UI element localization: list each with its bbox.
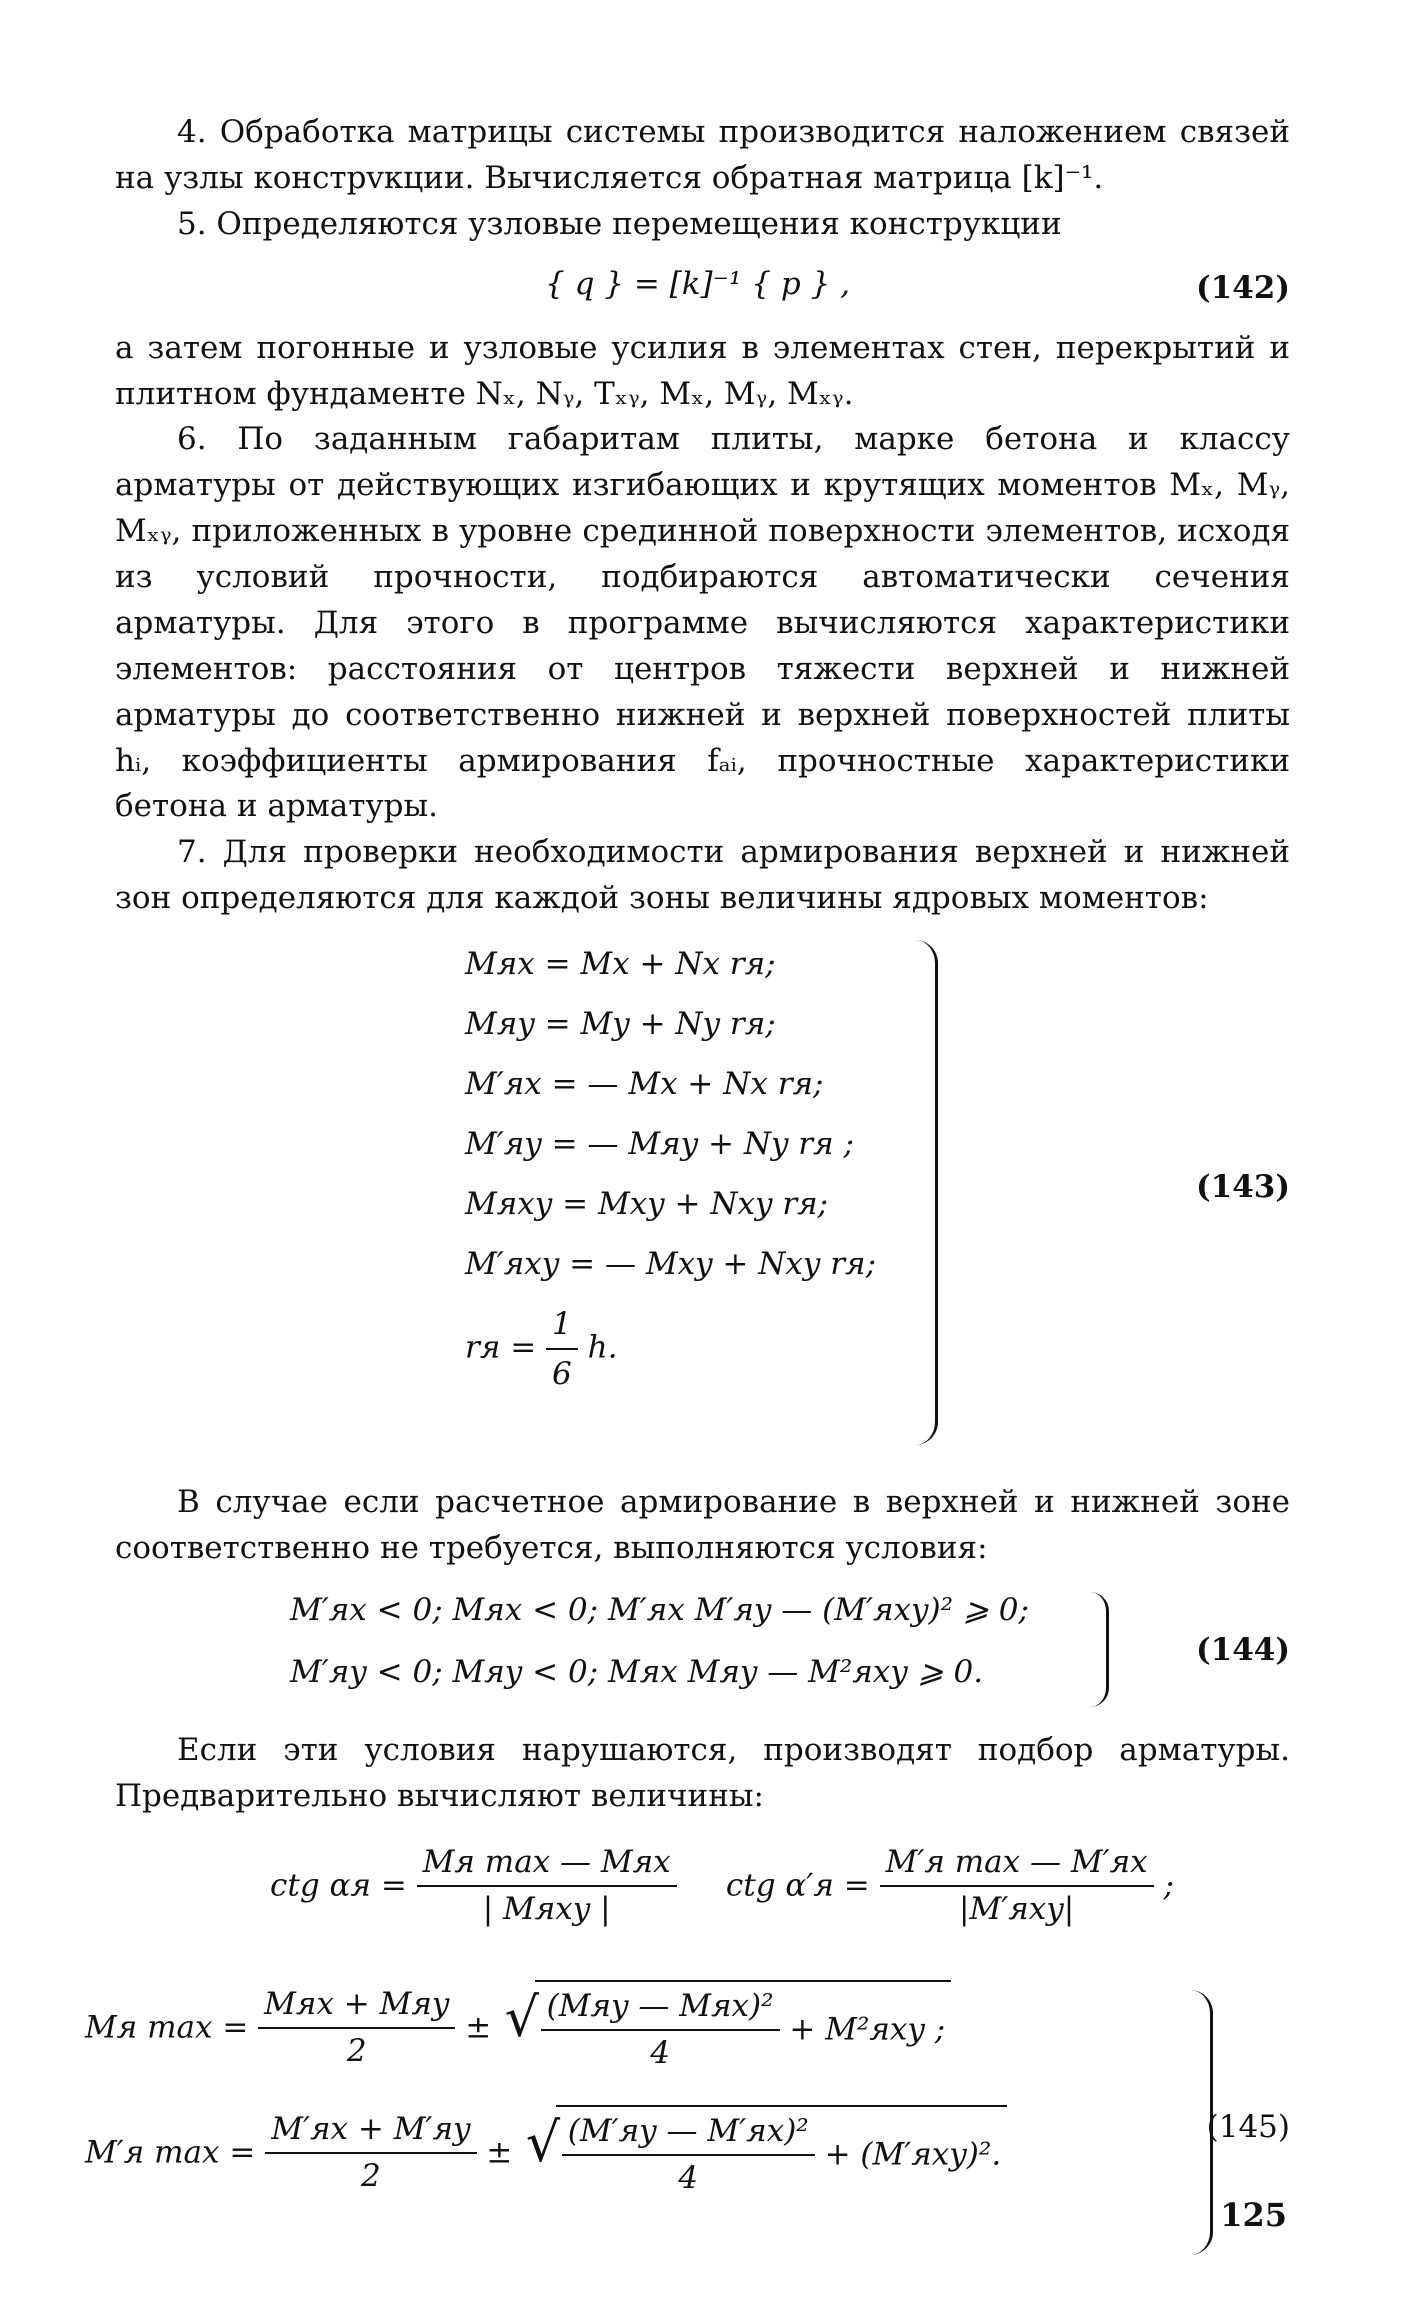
- paragraph-step-6: 6. По заданным габаритам плиты, марке бетона и классу арматуры от действующих изгибающих и крутящих моментов Mₓ, Mᵧ, Mₓᵧ, приложенных в уровне срединной поверхности элементов, исходя из условий прочности, подбираются автоматически сечения арматуры. Для этого в программе вычисляются характеристики элементов: расстояния от центров тяжести верхней и нижней арматуры до соответственно нижней и верхней поверхностей плиты hᵢ, коэффициенты армирования fₐᵢ, прочностные характеристики бетона и арматуры.: [115, 421, 1290, 825]
- ctg2-numerator: M′я max — M′яx: [880, 1840, 1154, 1888]
- paragraph-step-4: 4. Обработка матрицы системы производится наложением связей на узлы констрvкции. Вычисляется обратная матрица [k]⁻¹.: [115, 114, 1290, 196]
- paragraph-violation: Если эти условия нарушаются, производят подбор арматуры. Предварительно вычисляют величины:: [115, 1731, 1290, 1814]
- r-fraction: [546, 1300, 578, 1398]
- equation-143-row: Mяx = Mx + Nx rя;: [465, 946, 776, 982]
- ctg2-fraction: [880, 1840, 1154, 1934]
- right-brace: [915, 940, 938, 1445]
- equation-143: [115, 940, 1290, 1460]
- mmax-prime-fraction: [265, 2107, 476, 2201]
- equation-144-row: M′яx < 0; Mяx < 0; M′яx M′яy — (M′яxy)² ⩾ 0;: [290, 1591, 1029, 1628]
- equation-145-number: (145): [1206, 2108, 1290, 2145]
- equation-143-row: M′яy = — Mяy + Ny rя ;: [465, 1126, 854, 1162]
- equation-143-row: Mяxy = Mxy + Nxy rя;: [465, 1186, 829, 1222]
- mmax-sqrt-denominator: 4: [650, 2035, 670, 2072]
- r-rhs: h.: [587, 1329, 618, 1366]
- ctg1-fraction: [417, 1840, 677, 1934]
- mmax-prime-plusminus: ±: [486, 2133, 513, 2170]
- mmax-lhs: Mя max =: [85, 2008, 249, 2045]
- mmax-row: [85, 1980, 1007, 2105]
- equation-144-rows: [290, 1588, 1029, 1712]
- mmax-prime-row: [85, 2105, 1007, 2230]
- equation-142-number: (142): [1195, 269, 1290, 306]
- paragraph-step-5: 5. Определяются узловые перемещения конструкции: [177, 205, 1062, 242]
- r-lhs: rя =: [465, 1329, 537, 1366]
- equation-145: [85, 1840, 1290, 2260]
- mmax-prime-sqrt-tail: + (M′яxy)².: [824, 2135, 1002, 2172]
- mmax-sqrt: [535, 1980, 952, 2078]
- equation-143-row-r: [465, 1300, 876, 1393]
- mmax-sqrt-tail: + M²яxy ;: [789, 2010, 946, 2047]
- ctg1-denominator: | Mяxy |: [482, 1891, 611, 1928]
- equation-144: [115, 1588, 1290, 1718]
- ctg1-lhs: ctg αя =: [270, 1866, 407, 1903]
- mmax-prime-sqrt-numerator: √ (M′яy — M′яx)²: [562, 2109, 815, 2157]
- mmax-denominator: 2: [346, 2033, 367, 2070]
- right-brace: [1090, 1592, 1109, 1707]
- mmax-sqrt-numerator: √ (Mяy — Mяx)²: [541, 1984, 780, 2032]
- mmax-prime-sqrt-denominator: 4: [678, 2160, 699, 2197]
- equation-144-row: M′яy < 0; Mяy < 0; Mяx Mяy — M²яxy ⩾ 0.: [290, 1653, 984, 1690]
- equation-143-rows: [465, 940, 877, 1393]
- mmax-prime-sqrt-fraction: [562, 2109, 815, 2203]
- equation-143-row: M′яx = — Mx + Nx rя;: [465, 1066, 824, 1102]
- equation-143-row: M′яxy = — Mxy + Nxy rя;: [465, 1246, 877, 1282]
- ctg2-lhs: ctg α′я =: [725, 1866, 870, 1903]
- mmax-prime-numerator: M′яx + M′яy: [265, 2107, 476, 2155]
- mmax-prime-sqrt: [556, 2105, 1007, 2203]
- paragraph-conditions: В случае если расчетное армирование в верхней и нижней зоне соответственно не требуется, выполняются условия:: [115, 1484, 1290, 1566]
- r-fraction-denominator: 6: [552, 1356, 572, 1393]
- equation-143-row: Mяy = My + Ny rя;: [465, 1006, 776, 1042]
- paragraph-step-7: 7. Для проверки необходимости армирования верхней и нижней зон определяются для каждой зоны величины ядровых моментов:: [115, 834, 1290, 917]
- mmax-sqrt-fraction: [541, 1984, 780, 2078]
- ctg2-end: ;: [1163, 1866, 1174, 1903]
- mmax-formulas: [85, 1980, 1007, 2230]
- paragraph-forces: а затем погонные и узловые усилия в элементах стен, перекрытий и плитном фундаменте Nₓ, Nᵧ, Tₓᵧ, Mₓ, Mᵧ, Mₓᵧ.: [115, 329, 1290, 412]
- ctg1-numerator: Mя max — Mяx: [417, 1840, 677, 1888]
- mmax-prime-denominator: 2: [361, 2158, 381, 2195]
- equation-144-number: (144): [1195, 1631, 1290, 1668]
- mmax-prime-lhs: M′я max =: [85, 2133, 256, 2170]
- equation-142-formula: { q } = [k]⁻¹ { p } ,: [545, 265, 851, 302]
- mmax-numerator: Mяx + Mяy: [258, 1982, 455, 2030]
- r-fraction-numerator: 1: [546, 1300, 578, 1350]
- mmax-plusminus: ±: [465, 2008, 492, 2045]
- equation-142: [115, 252, 1290, 322]
- page-number: 125: [1220, 2196, 1287, 2234]
- page-body: [85, 110, 1290, 2260]
- equation-143-number: (143): [1195, 1169, 1290, 1205]
- ctg2-denominator: |M′яxy|: [959, 1891, 1075, 1928]
- mmax-fraction: [258, 1982, 455, 2076]
- ctg-formulas: [270, 1840, 1174, 1934]
